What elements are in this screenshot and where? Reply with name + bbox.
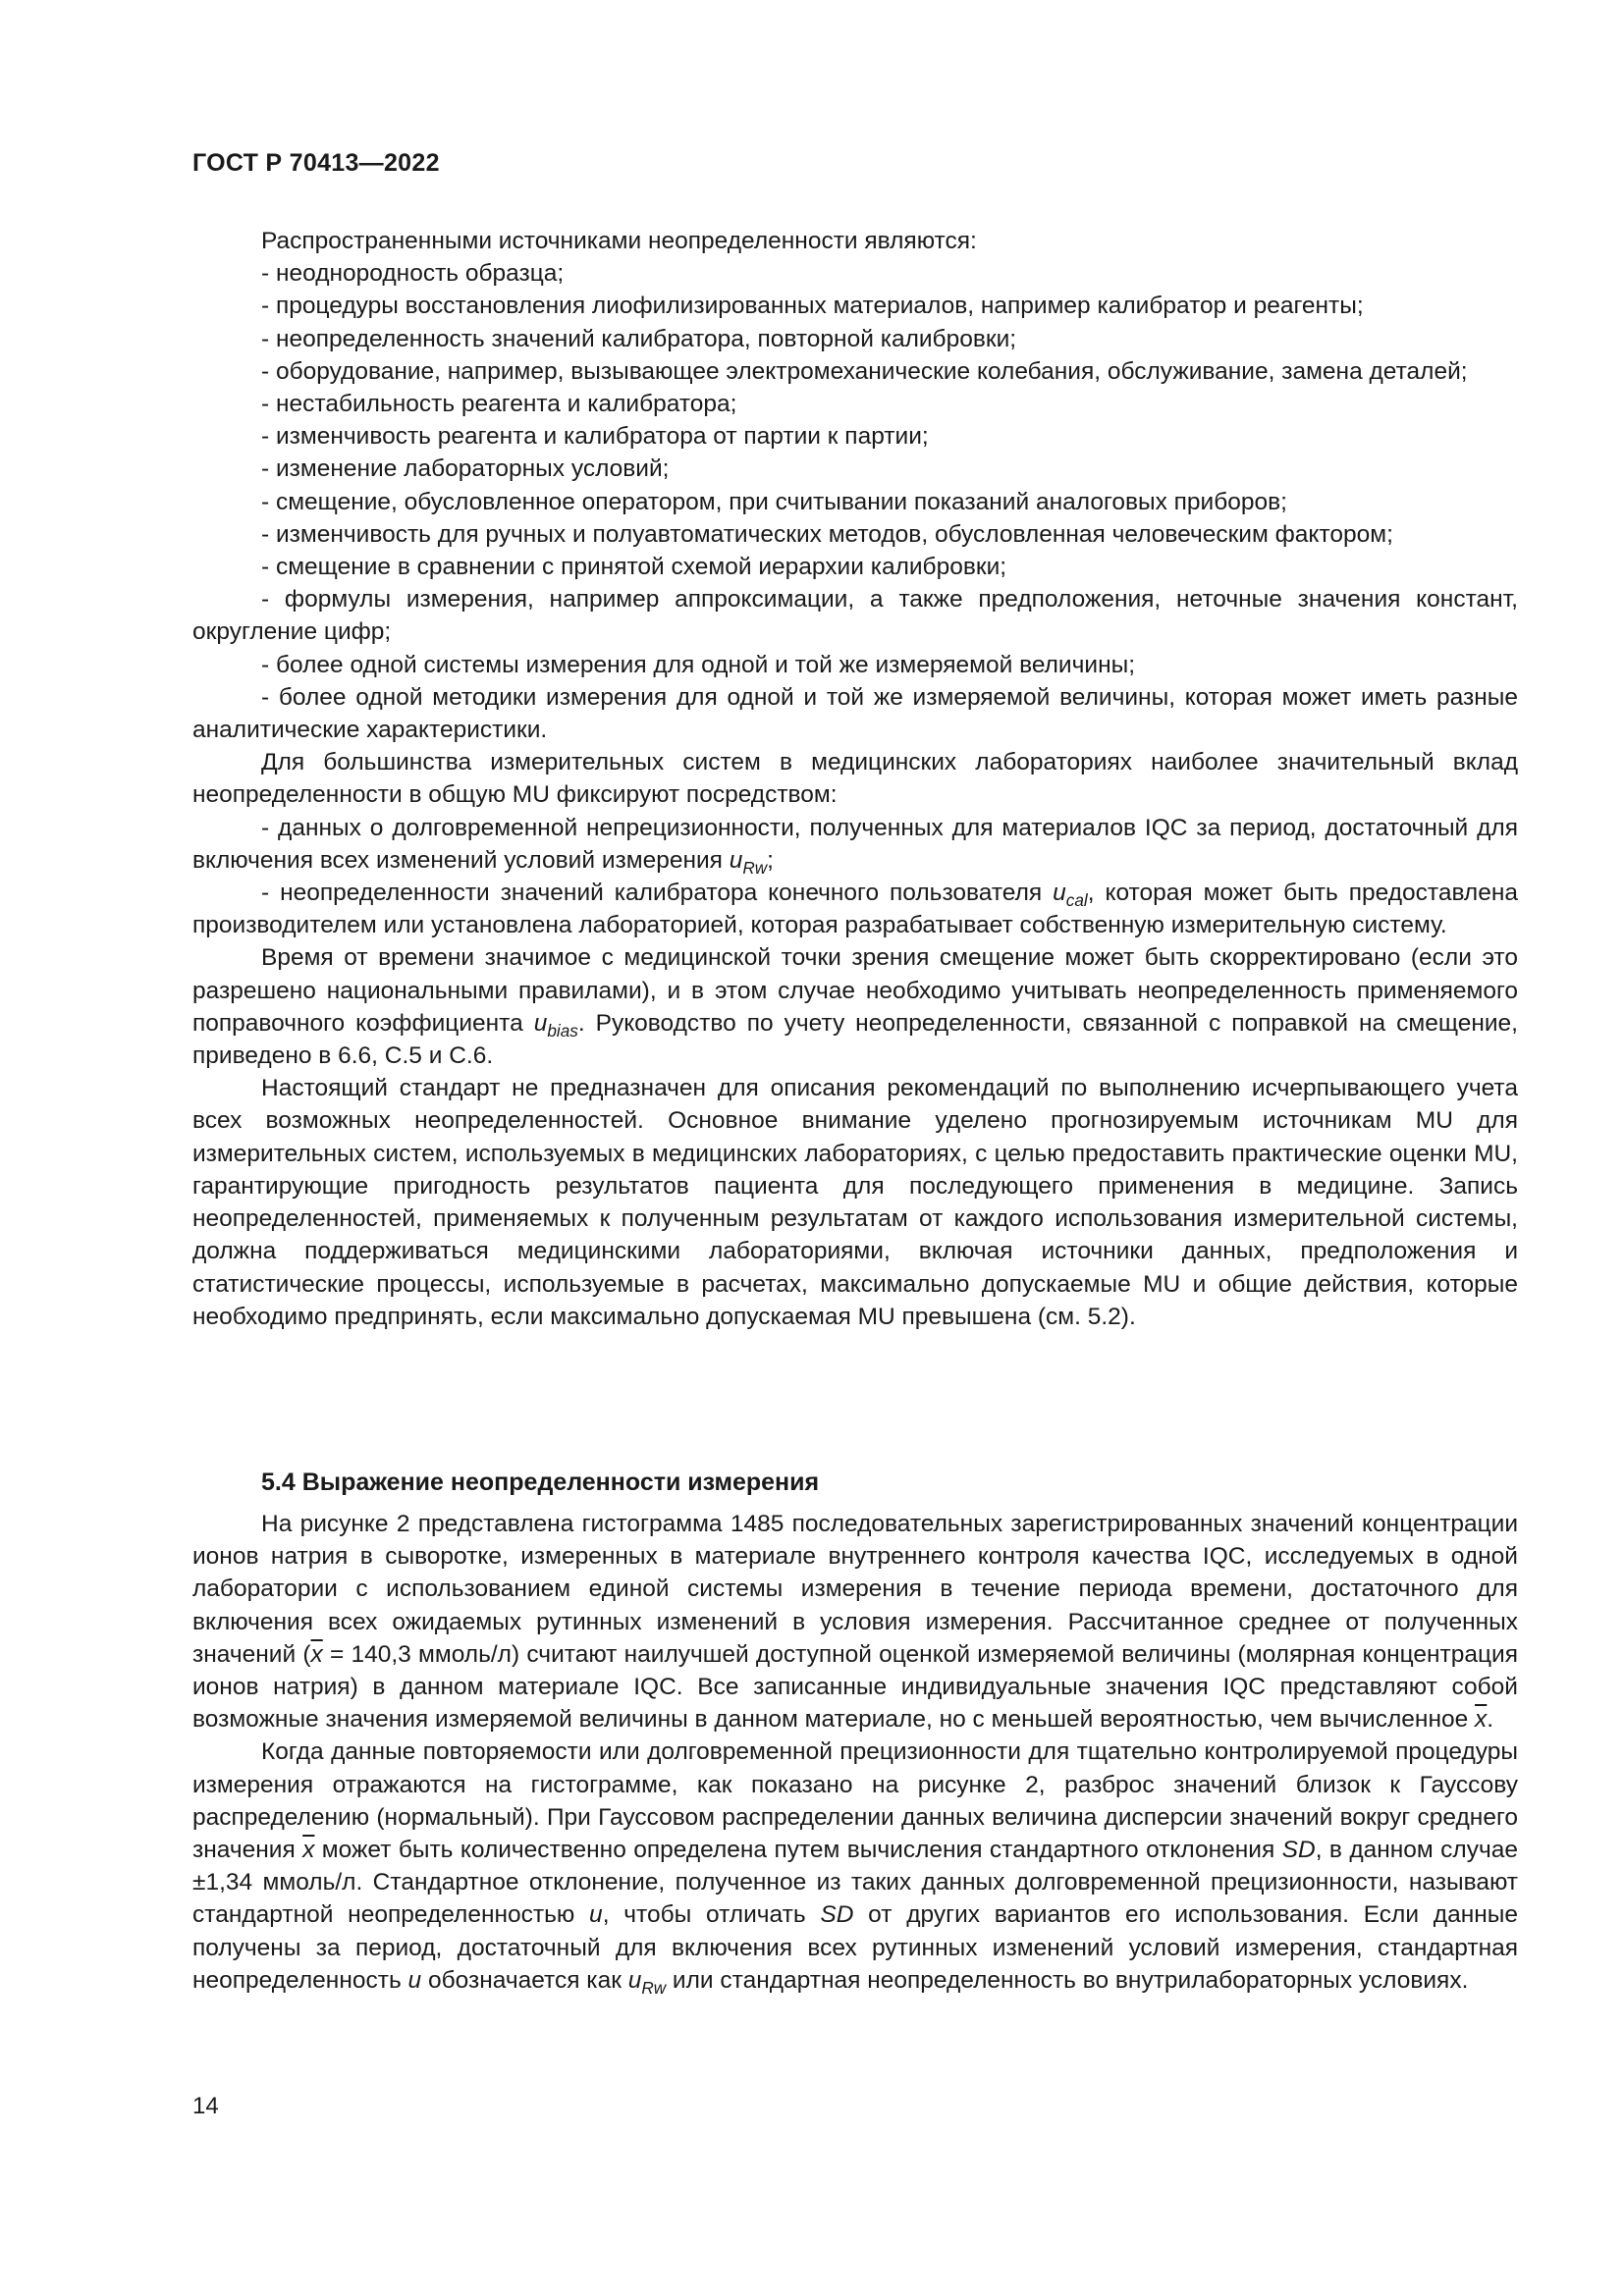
symbol-u: u [589, 1901, 603, 1929]
bias-paragraph [192, 941, 1518, 1072]
text-run: . Руководство по учету неопределенности, связанной с поправкой на смещение, приведено в 6.6, С.5 и С.6. [192, 1009, 1518, 1070]
major-contrib-intro: Для большинства измерительных систем в медицинских лабораториях наиболее значительный вклад неопределенности в общую MU фиксируют посредством: [192, 749, 1518, 809]
text-run: На рисунке 2 представлена гистограмма 1485 последовательных зарегистрированных значений концентрации ионов натрия в сыворотке, измеренных в материале внутреннего контроля качества IQC, исследуемых в одной лаборатории с использованием единой системы измерения в течение периода времени, достаточного для включения всех ожидаемых рутинных изменений в условия измерения. Рассчитанное среднее от полученных значений ( [192, 1511, 1518, 1668]
section-heading: 5.4 Выражение неопределенности измерения [261, 1468, 820, 1496]
list-item: - оборудование, например, вызывающее электромеханические колебания, обслуживание, замена деталей; [261, 357, 1468, 385]
text-run: , чтобы отличать [602, 1901, 821, 1929]
text-run: . [1487, 1706, 1494, 1734]
symbol-u: u [407, 1966, 422, 1994]
text-run: - данных о долговременной непрецизионности, полученных для материалов IQC за период, достаточный для включения всех изменений условий измерения [192, 814, 1518, 874]
text-run: от других вариантов его использования. Если данные получены за период, достаточный для включения всех рутинных изменений условий измерения, стандартная неопределенность [192, 1901, 1519, 1994]
scope-paragraph: Настоящий стандарт не предназначен для описания рекомендаций по выполнению исчерпывающего учета всех возможных неопределенностей. Основное внимание уделено прогнозируемым источникам MU для измерительных систем, используемых в медицинских лабораториях, с целью предоставить практические оценки MU, гарантирующие пригодность результатов пациента для последующего применения в медицине. Запись неопределенностей, применяемых к полученным результатам от каждого использования измерительной системы, должна поддерживаться медицинскими лабораториями, включая источники данных, предположения и статистические процессы, используемые в расчетах, максимально допускаемые MU и общие действия, которые необходимо предпринять, если максимально допускаемая MU превышена (см. 5.2). [192, 1075, 1518, 1330]
list-item: - более одной методики измерения для одной и той же измеряемой величины, которая может иметь разные аналитические характеристики. [192, 683, 1518, 744]
text-run: Когда данные повторяемости или долговременной прецизионности для тщательно контролируемой процедуры измерения отражаются на гистограмме, как показано на рисунке 2, разброс значений близок к Гауссову распределению (нормальный). При Гауссовом распределении данных величина дисперсии значений вокруг среднего значения [192, 1738, 1518, 1864]
standard-id-header: ГОСТ Р 70413—2022 [192, 149, 440, 177]
text-run: = 140,3 ммоль/л) считают наилучшей доступной оценкой измеряемой величины (молярная концентрация ионов натрия) в данном материале IQC. Все записанные индивидуальные значения IQC представляют собой возможные значения измеряемой величины в данном материале, но с меньшей вероятностью, чем вычисленное [192, 1640, 1518, 1734]
list-item: - процедуры восстановления лиофилизированных материалов, например калибратор и реагенты; [261, 293, 1364, 320]
major-contrib-item-2 [192, 877, 1518, 941]
list-item: - нестабильность реагента и калибратора; [261, 391, 737, 418]
text-run: , которая может быть предоставлена производителем или установлена лабораторией, которая разрабатывает собственную измерительную систему. [192, 880, 1518, 939]
list-item: - неоднородность образца; [261, 260, 565, 288]
list-item: - неопределенность значений калибратора, повторной калибровки; [261, 325, 1017, 352]
symbol-xbar: $\overline{x}$ [302, 1837, 315, 1864]
gauss-paragraph [192, 1735, 1518, 1997]
text-run: Время от времени значимое с медицинской точки зрения смещение может быть скорректировано (если это разрешено национальными правилами), и в этом случае необходимо учитывать неопределенность применяемого поправочного коэффициента [192, 944, 1518, 1037]
symbol-sd: SD [820, 1901, 854, 1929]
symbol-subscript: Rw [641, 1977, 667, 1998]
text-run: ; [767, 846, 774, 874]
histogram-paragraph [192, 1508, 1518, 1735]
list-item: - изменчивость реагента и калибратора от партии к партии; [261, 423, 929, 451]
symbol-u: u [627, 1966, 642, 1994]
symbol-u: u [729, 846, 743, 874]
symbol-subscript: cal [1065, 890, 1088, 911]
list-item: - смещение в сравнении с принятой схемой иерархии калибровки; [261, 554, 1007, 581]
list-item: - формулы измерения, например аппроксимации, а также предположения, неточные значения констант, округление цифр; [192, 586, 1518, 646]
body-text-lower [192, 1508, 1518, 1997]
page-number: 14 [192, 2093, 219, 2119]
symbol-xbar: $\overline{x}$ [1475, 1706, 1488, 1734]
text-run: может быть количественно определена путем вычисления стандартного отклонения [314, 1837, 1282, 1864]
list-item: - изменчивость для ручных и полуавтоматических методов, обусловленная человеческим фактором; [261, 520, 1393, 548]
symbol-xbar: $\overline{x}$ [310, 1640, 323, 1668]
sources-intro: Распространенными источниками неопределенности являются: [261, 228, 977, 254]
text-run: , в данном случае ±1,34 ммоль/л. Стандартное отклонение, полученное из таких данных долговременной прецизионности, называют стандартной неопределенностью [192, 1837, 1518, 1929]
list-item: - изменение лабораторных условий; [261, 455, 670, 483]
symbol-u: u [1053, 880, 1066, 907]
list-item: - смещение, обусловленное оператором, при считывании показаний аналоговых приборов; [261, 488, 1287, 515]
list-item: - более одной системы измерения для одной и той же измеряемой величины; [261, 651, 1136, 678]
symbol-subscript: Rw [742, 857, 768, 878]
symbol-subscript: bias [547, 1020, 578, 1041]
body-text-upper [192, 225, 1518, 1333]
major-contrib-item-1 [192, 812, 1518, 877]
symbol-u: u [533, 1009, 548, 1037]
symbol-sd: SD [1281, 1837, 1316, 1864]
text-run: или стандартная неопределенность во внутрилабораторных условиях. [666, 1966, 1469, 1994]
text-run: обозначается как [421, 1966, 628, 1994]
text-run: - неопределенности значений калибратора конечного пользователя [261, 880, 1054, 907]
